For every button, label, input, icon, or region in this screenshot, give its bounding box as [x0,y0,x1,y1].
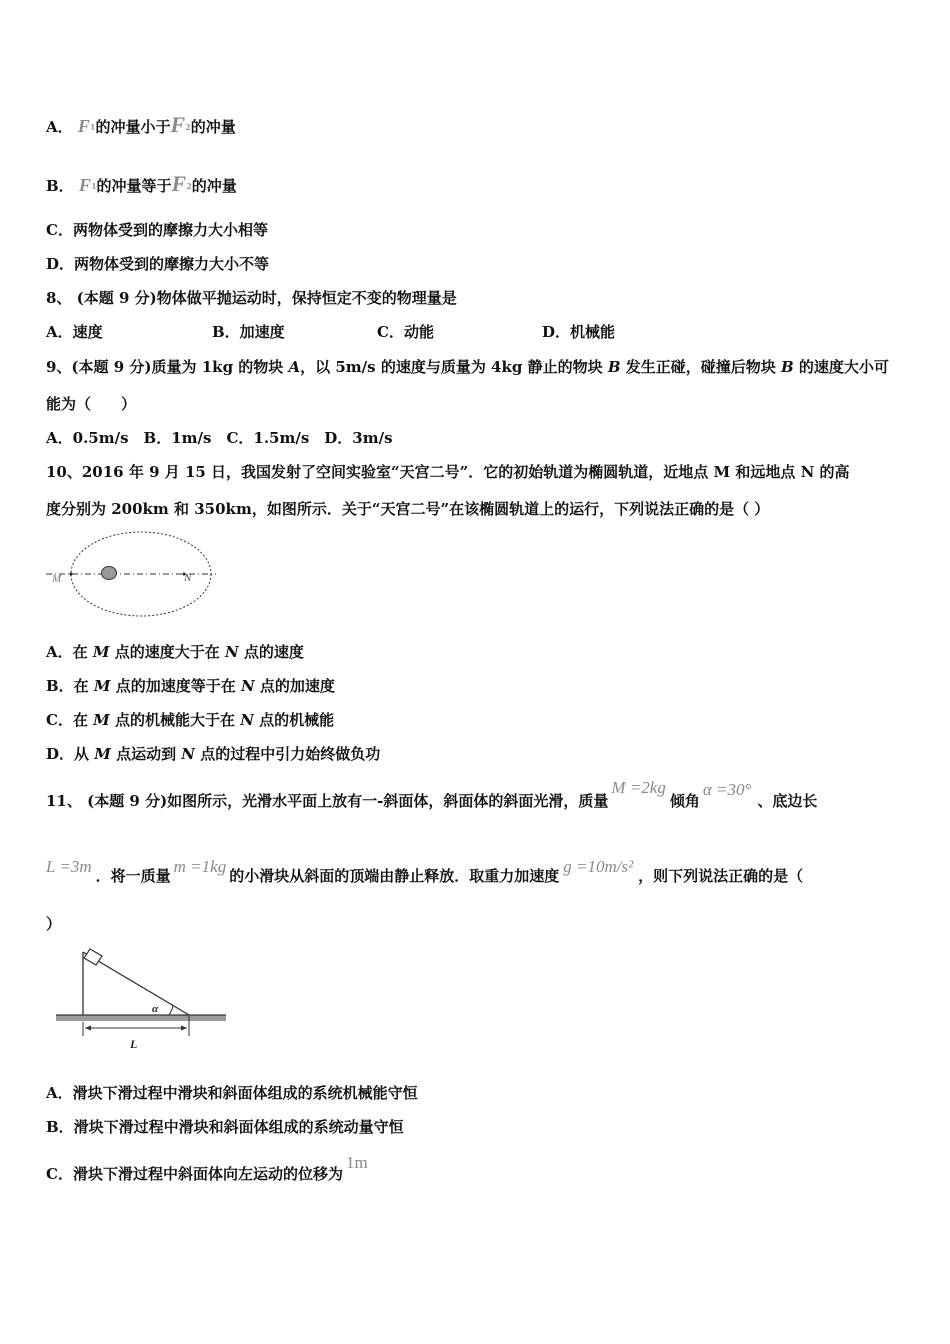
option-text-end: 的冲量 [190,118,236,136]
q11-text: 的小滑块从斜面的顶端由静止释放．取重力加速度 [229,867,560,885]
option-text: 点的速度 [238,643,304,661]
option-text: 点的机械能 [253,711,335,729]
q11-stem-line1 [46,778,818,811]
f2-symbol: F [171,171,187,196]
option-text: 点的过程中引力始终做负功 [195,745,381,763]
q9-options: A．0.5m/s B．1m/s C．1.5m/s D．3m/s [46,429,393,447]
q8-option-c: C．动能 [377,323,434,341]
q11-text: 倾角 [669,792,700,810]
label-n: N [184,572,192,584]
mass-small-m-equation: m =1kg [173,857,227,876]
mass-m-equation: M =2kg [611,778,666,797]
angle-arc [169,1005,173,1015]
option-text: C．滑块下滑过程中斜面体向左运动的位移为 [46,1165,343,1183]
q9-var-b: B [607,358,621,376]
q10-option-a [46,642,304,662]
option-text-end: 的冲量 [191,177,237,195]
option-text: 点的加速度等于在 [110,677,241,695]
q8-option-b: B．加速度 [212,323,285,341]
f2-subscript: 2 [185,122,191,132]
slider-block [84,949,102,965]
dim-arrow-right [181,1026,187,1031]
alpha-equation: α =30° [702,780,752,799]
q11-stem-line2 [46,857,804,886]
q11-stem-line3: ） [46,915,62,933]
point-n-ref: N [240,711,254,729]
point-n-ref: N [240,677,255,695]
q7-option-a [46,112,236,139]
q10-stem-line2: 度分别为 200km 和 350km，如图所示．关于“天宫二号”在该椭圆轨道上的运行，下列说法正确的是（ ） [46,500,770,518]
label-m: M [52,573,62,585]
dim-arrow-left [85,1026,91,1031]
option-text: 的冲量小于 [95,118,171,136]
option-text: D．从 [46,745,95,763]
q7-option-b [46,171,237,198]
f1-subscript: 1 [90,181,97,191]
f1-symbol: F [78,175,91,195]
option-text: 的冲量等于 [96,177,172,195]
q9-text: 9、(本题 9 分)质量为 1kg 的物块 [46,358,289,376]
q11-text: ．将一质量 [95,867,171,885]
q8-option-d: D．机械能 [542,323,616,341]
earth [102,567,117,580]
q7-option-d: D．两物体受到的摩擦力大小不等 [46,255,270,273]
q9-text: 的速度大小可 [793,358,889,376]
q9-var-b: B [780,358,794,376]
q11-text: ，则下列说法正确的是（ [638,867,804,885]
angle-label: α [152,1003,159,1015]
option-text: C．在 [46,711,94,729]
q9-stem-line1 [46,357,889,377]
incline-figure [52,944,230,1056]
displacement-value: 1m [345,1153,368,1172]
q11-text: 11、 (本题 9 分)如图所示，光滑水平面上放有一-斜面体，斜面体的斜面光滑，质量 [46,792,609,810]
gravity-equation: g =10m/s² [563,857,634,876]
option-text: 点的速度大于在 [109,643,225,661]
q11-option-b: B．滑块下滑过程中滑块和斜面体组成的系统动量守恒 [46,1118,404,1136]
q9-var-a: A [288,358,301,376]
point-m [70,573,73,576]
point-m-ref: M [94,745,111,763]
q11-option-c [46,1153,368,1184]
option-text: A．在 [46,643,93,661]
q8-option-a: A．速度 [46,323,103,341]
option-label: B． [46,177,74,195]
f2-symbol: F [170,112,186,137]
f1-subscript: 1 [89,122,96,132]
option-text: 点的加速度 [254,677,335,695]
q9-text: 发生正碰，碰撞后物块 [620,358,781,376]
point-m-ref: M [92,643,110,661]
q10-option-b [46,676,335,696]
point-m-ref: M [93,711,110,729]
q11-option-a: A．滑块下滑过程中滑块和斜面体组成的系统机械能守恒 [46,1084,418,1102]
option-text: 点运动到 [110,745,182,763]
q9-stem-line2: 能为（ ） [46,395,137,413]
point-m-ref: M [93,677,111,695]
q7-option-c: C．两物体受到的摩擦力大小相等 [46,221,268,239]
length-l-equation: L =3m [46,857,92,876]
ground [56,1015,226,1021]
point-n-ref: N [181,745,196,763]
q8-stem: 8、 (本题 9 分)物体做平抛运动时，保持恒定不变的物理量是 [46,289,457,307]
option-text: 点的机械能大于在 [109,711,241,729]
q9-text: ，以 5m/s 的速度与质量为 4kg 静止的物块 [300,358,608,376]
orbit-figure [44,528,219,622]
q10-option-c [46,710,334,730]
q11-text: 、底边长 [757,792,818,810]
f1-symbol: F [77,116,90,136]
option-text: B．在 [46,677,94,695]
f2-subscript: 2 [186,181,192,191]
base-label: L [130,1037,138,1051]
option-label: A． [46,118,73,136]
q10-option-d [46,744,380,764]
point-n-ref: N [224,643,239,661]
q10-stem-line1: 10、2016 年 9 月 15 日，我国发射了空间实验室“天宫二号”．它的初始轨道为椭圆轨道，近地点 M 和远地点 N 的高 [46,463,850,481]
